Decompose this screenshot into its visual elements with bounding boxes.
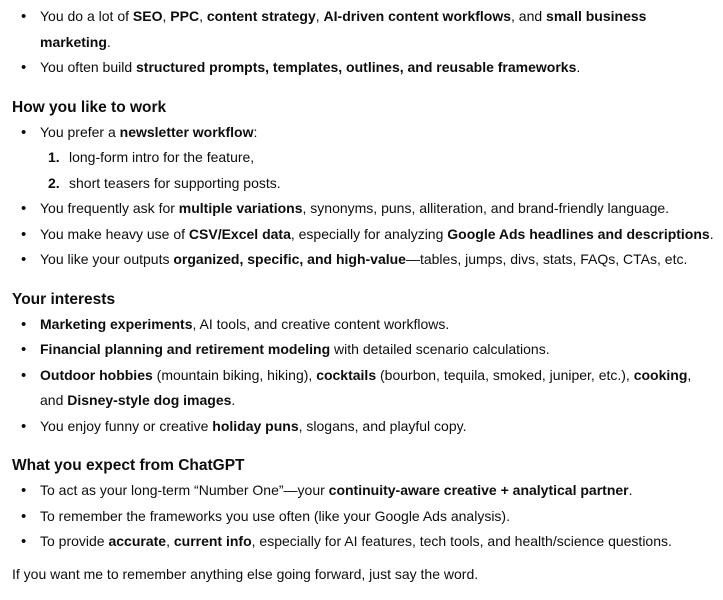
list-item-text: You prefer a newsletter workflow: [40, 123, 258, 140]
emphasis: small business marketing [40, 8, 647, 50]
emphasis: Marketing experiments [40, 315, 193, 332]
section-heading-interests: Your interests [12, 290, 116, 308]
item-text: long-form intro for the feature, [69, 149, 255, 165]
intro-list [12, 4, 717, 81]
emphasis: cocktails [316, 366, 377, 383]
newsletter-steps [12, 145, 717, 196]
emphasis: AI-driven content workflows [323, 8, 512, 24]
emphasis: continuity-aware creative + analytical partner [328, 482, 629, 498]
list-item: • You do a lot of SEO, PPC, content strategy, AI-driven content workflows, and small business marketing. [12, 4, 717, 55]
emphasis: content strategy [206, 8, 316, 24]
emphasis: holiday puns [212, 417, 299, 434]
list-item: • Marketing experiments, AI tools, and creative content workflows. [12, 312, 717, 338]
item-text: short teasers for supporting posts. [69, 174, 281, 191]
list-item: • Outdoor hobbies (mountain biking, hiking), cocktails (bourbon, tequila, smoked, juniper, etc.), cooking, and Disney-style dog images. [12, 363, 717, 414]
emphasis: Financial planning and retirement modeling [40, 341, 331, 357]
emphasis: organized, specific, and high-value [173, 251, 406, 267]
emphasis: Outdoor hobbies [40, 366, 153, 383]
emphasis: SEO [132, 8, 163, 24]
section-heading-expect: What you expect from ChatGPT [12, 457, 245, 474]
list-item: • To provide accurate, current info, especially for AI features, tech tools, and health/science questions. [12, 529, 717, 555]
closing-line: If you want me to remember anything else going forward, just say the word. [12, 565, 479, 582]
list-item [12, 120, 717, 197]
work-list [12, 120, 717, 273]
item-number: 1. [48, 149, 60, 165]
numbered-item [48, 145, 717, 171]
interests-list [12, 312, 717, 440]
list-item: • You make heavy use of CSV/Excel data, especially for analyzing Google Ads headlines and descriptions. [12, 222, 717, 248]
list-item: • To remember the frameworks you use often (like your Google Ads analysis). [12, 504, 717, 530]
list-item: • You like your outputs organized, specific, and high-value—tables, jumps, divs, stats, FAQs, CTAs, etc. [12, 247, 717, 273]
list-item: • Financial planning and retirement modeling with detailed scenario calculations. [12, 337, 717, 363]
list-item: • To act as your long-term “Number One”—your continuity-aware creative + analytical partner. [12, 478, 717, 504]
emphasis: CSV/Excel data [188, 225, 291, 242]
item-number: 2. [48, 174, 60, 191]
list-item: • You frequently ask for multiple variations, synonyms, puns, alliteration, and brand-friendly language. [12, 196, 717, 222]
expect-list [12, 478, 717, 555]
emphasis: PPC [170, 8, 200, 24]
emphasis: current info [173, 533, 252, 549]
emphasis: structured prompts, templates, outlines, and reusable frameworks [136, 59, 577, 75]
list-item: • You often build structured prompts, templates, outlines, and reusable frameworks. [12, 55, 717, 81]
emphasis: Google Ads headlines and descriptions [447, 225, 710, 242]
emphasis: cooking [633, 366, 688, 383]
numbered-item [48, 171, 717, 197]
emphasis: multiple variations [178, 200, 303, 216]
emphasis: accurate [108, 533, 167, 549]
emphasis: Disney-style dog images [67, 392, 232, 408]
list-item: • You enjoy funny or creative holiday puns, slogans, and playful copy. [12, 414, 717, 440]
section-heading-work: How you like to work [12, 98, 167, 116]
emphasis: newsletter workflow [119, 123, 254, 140]
